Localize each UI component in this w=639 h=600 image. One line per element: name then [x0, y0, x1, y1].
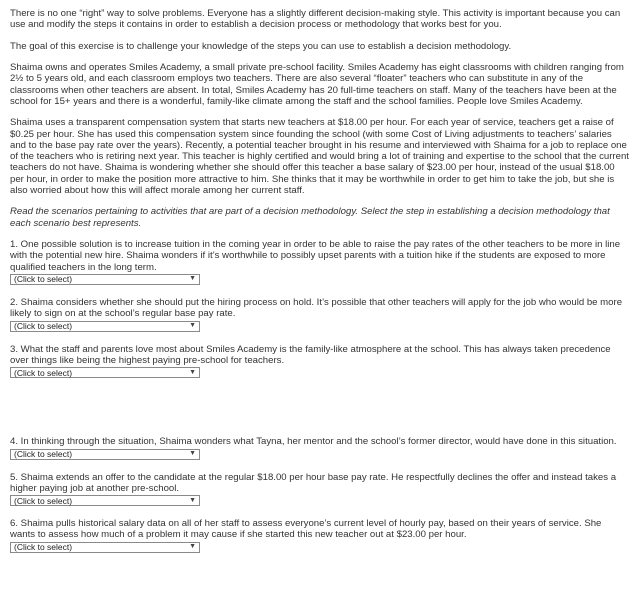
chevron-down-icon: ▼ [189, 543, 196, 551]
chevron-down-icon: ▼ [189, 321, 196, 329]
chevron-down-icon: ▼ [189, 368, 196, 376]
chevron-down-icon: ▼ [189, 496, 196, 504]
question-3 [10, 344, 629, 379]
select-placeholder: (Click to select) [14, 367, 73, 378]
question-text: 1. One possible solution is to increase tuition in the coming year in order to be able to raise the pay rates of the other teachers to be more in line with the potential new hire. Shaima wonders if it’s worthwhile to possibly upset parents with a tuition hike if the students are exposed to more qualified teachers in the long term. [10, 239, 621, 273]
question-text: 2. Shaima considers whether she should put the hiring process on hold. It’s possible that other teachers will apply for the job who would be more likely to sign on at the school’s regular base pay rate. [10, 296, 623, 320]
select-placeholder: (Click to select) [14, 449, 73, 459]
question-1 [10, 239, 629, 285]
question-2 [10, 297, 629, 332]
chevron-down-icon: ▼ [189, 275, 196, 283]
step-select-4[interactable] [10, 449, 200, 460]
question-text: 6. Shaima pulls historical salary data on all of her staff to assess everyone’s current level of hourly pay, based on their years of service. She wants to assess how much of a problem it may cause if she started this new teacher out at $23.00 per hour. [10, 518, 602, 541]
question-text: 3. What the staff and parents love most about Smiles Academy is the family-like atmosphere at the school. This has always taken precedence over things like being the highest paying pre-school for teachers. [10, 343, 611, 366]
compensation-paragraph: Shaima uses a transparent compensation system that starts new teachers at $18.00 per hour. For each year of service, teachers get a raise of $0.25 per hour. She has used this compensation system since founding the school (with some Cost of Living adjustments to teachers’ salaries and to the base pay rate over the years). Recently, a potential teacher brought in his resume and interviewed with Shaima for a job to replace one of the teachers who is retiring next year. This teacher is highly certified and would bring a lot of training and expertise to the school that the current teachers do not have. Shaima is wondering whether she should offer this teacher a base salary of $23.00 per hour, instead of the usual $18.00 per hour, in order to make the position more attractive to him. She thinks that it may be worthwhile in order to get him to take the job, but she is also worried about how this will affect morale among her current staff. [10, 117, 629, 197]
chevron-down-icon: ▼ [189, 449, 196, 457]
question-6 [10, 518, 629, 553]
step-select-5[interactable] [10, 495, 200, 506]
step-select-1[interactable] [10, 274, 200, 285]
intro-paragraph: There is no one “right” way to solve problems. Everyone has a slightly different decision-making style. This activity is important because you can use and modify the steps it contains in order to establish a decision process or methodology that works best for you. [10, 8, 621, 31]
select-placeholder: (Click to select) [14, 542, 73, 553]
question-4 [10, 436, 629, 459]
question-5 [10, 472, 629, 507]
question-text: 4. In thinking through the situation, Shaima wonders what Tayna, her mentor and the school’s former director, would have done in this situation. [10, 436, 617, 448]
select-placeholder: (Click to select) [14, 495, 73, 506]
instructions: Read the scenarios pertaining to activities that are part of a decision methodology. Select the step in establishing a decision methodology that each scenario best represents. [10, 206, 610, 229]
select-placeholder: (Click to select) [14, 321, 73, 332]
step-select-2[interactable] [10, 321, 200, 332]
step-select-6[interactable] [10, 542, 200, 553]
blank-space [10, 390, 629, 436]
background-paragraph: Shaima owns and operates Smiles Academy, a small private pre-school facility. Smiles Academy has eight classrooms with children ranging from 2½ to 5 years old, and each classroom employs two teachers. There are also several “floater” teachers who can substitute in any of the classrooms when other teachers are absent. In total, Smiles Academy has 20 full-time teachers on staff. Many of the teachers have been at the school for 15+ years and there is a wonderful, family-like climate among the staff and the school families. People love Smiles Academy. [10, 61, 624, 107]
question-text: 5. Shaima extends an offer to the candidate at the regular $18.00 per hour base pay rate. He respectfully declines the offer and instead takes a higher paying job at another pre-school. [10, 471, 617, 494]
step-select-3[interactable] [10, 367, 200, 378]
goal-paragraph: The goal of this exercise is to challenge your knowledge of the steps you can use to establish a decision methodology. [10, 40, 512, 52]
select-placeholder: (Click to select) [14, 274, 73, 285]
